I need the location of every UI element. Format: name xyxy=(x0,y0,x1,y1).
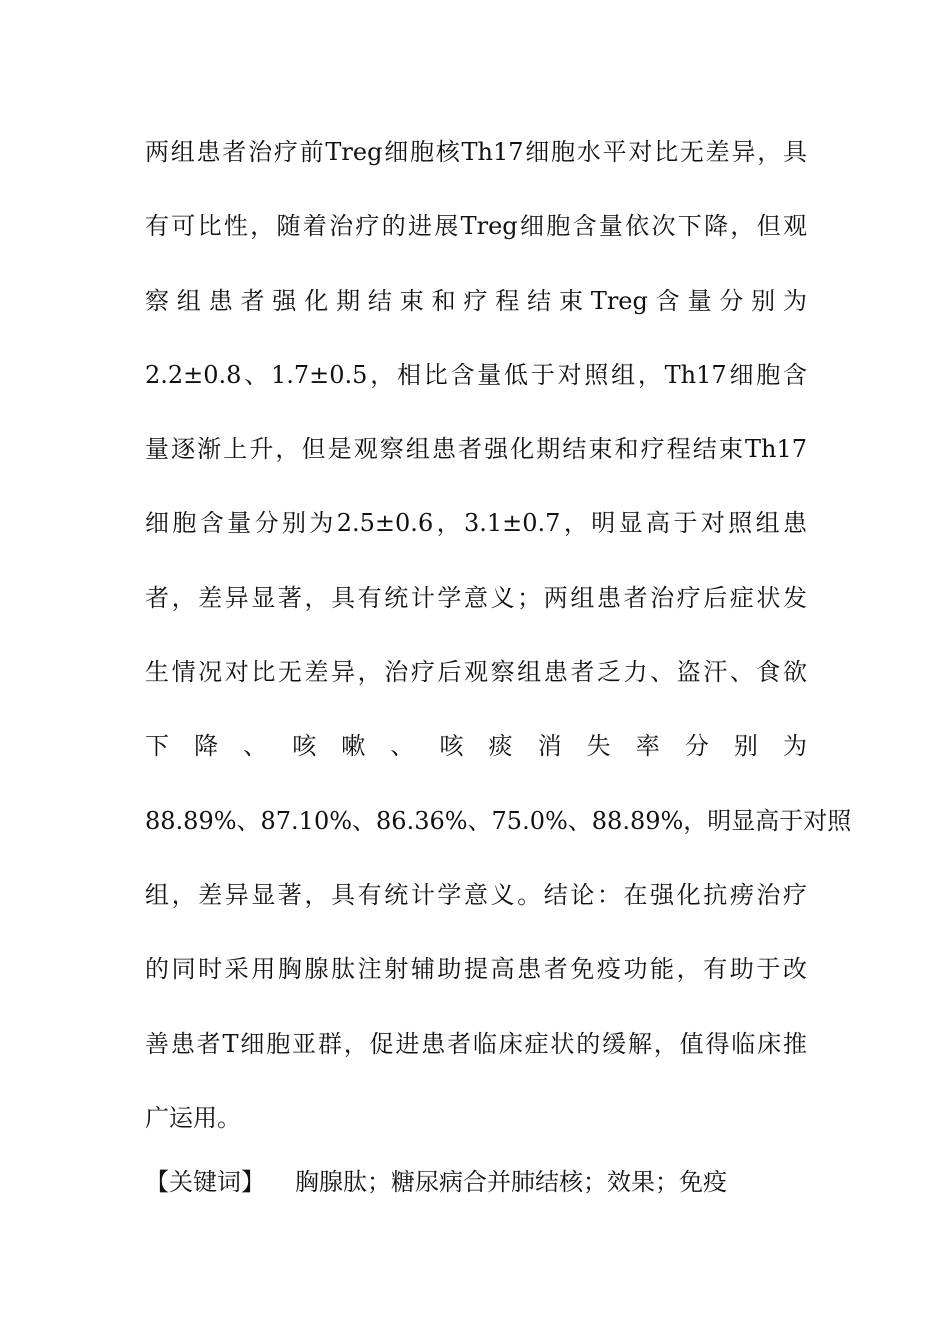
paragraph-line: 下 降 、 咳 嗽 、 咳 痰 消 失 率 分 别 为 xyxy=(145,732,807,761)
paragraph-line: 善患者T细胞亚群，促进患者临床症状的缓解，值得临床推 xyxy=(145,1029,807,1058)
keywords-line xyxy=(145,1158,845,1206)
paragraph-line: 广运用。 xyxy=(145,1103,241,1132)
paragraph-line: 者，差异显著，具有统计学意义；两组患者治疗后症状发 xyxy=(145,583,807,612)
keywords-text: 胸腺肽；糖尿病合并肺结核；效果；免疫 xyxy=(295,1168,727,1196)
abstract-paragraph xyxy=(145,128,852,1168)
paragraph-line: 88.89%、87.10%、86.36%、75.0%、88.89%，明显高于对照 xyxy=(145,806,852,835)
paragraph-line: 两组患者治疗前Treg细胞核Th17细胞水平对比无差异，具 xyxy=(145,138,807,166)
paragraph-line: 生情况对比无差异，治疗后观察组患者乏力、盗汗、食欲 xyxy=(145,658,807,687)
keywords-label: 【关键词】 xyxy=(145,1168,265,1196)
paragraph-line: 的同时采用胸腺肽注射辅助提高患者免疫功能，有助于改 xyxy=(145,955,807,984)
paragraph-line: 察 组 患 者 强 化 期 结 束 和 疗 程 结 束 Treg 含 量 分 别 为 xyxy=(145,286,807,315)
paragraph-line: 量逐渐上升，但是观察组患者强化期结束和疗程结束Th17 xyxy=(145,435,807,464)
paragraph-line: 有可比性，随着治疗的进展Treg细胞含量依次下降，但观 xyxy=(145,212,807,241)
paragraph-line: 2.2±0.8、1.7±0.5，相比含量低于对照组，Th17细胞含 xyxy=(145,360,807,389)
paragraph-line: 细胞含量分别为2.5±0.6，3.1±0.7，明显高于对照组患 xyxy=(145,509,807,538)
paragraph-line: 组，差异显著，具有统计学意义。结论：在强化抗痨治疗 xyxy=(145,880,807,909)
